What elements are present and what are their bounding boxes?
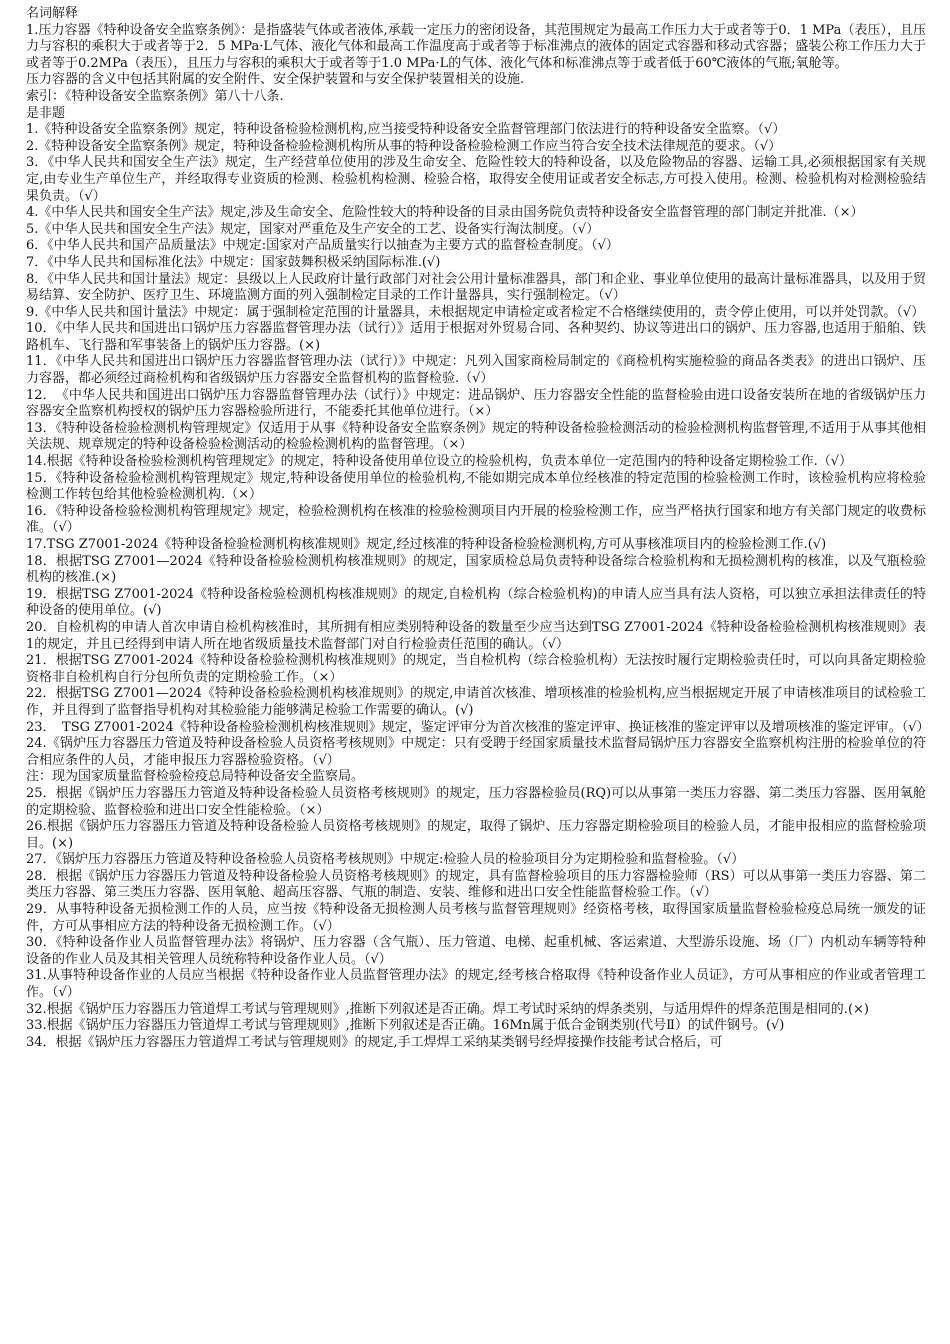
question-item: 3．《中华人民共和国安全生产法》规定，生产经营单位使用的涉及生命安全、危险性较大的特种设备，以及危险物品的容器、运输工具,必须根据国家有关规定,由专业生产单位生产，并经取得专业资质的检测、检验机构检测、检验合格，取得安全使用证或者安全标志,方可投入使用。检测、检验机构对检测检验结果负责。（√） <box>26 155 926 204</box>
question-item: 2.《特种设备安全监察条例》规定，特种设备检验检测机构所从事的特种设备检验检测工作应当符合安全技术法律规范的要求。（√） <box>26 138 782 154</box>
question-list <box>26 122 930 1051</box>
question-item: 10．《中华人民共和国进出口锅炉压力容器监督管理办法（试行）》适用于根据对外贸易合同、各种契约、协议等进出口的锅炉、压力容器,也适用于船舶、铁路机车、飞行器和军事装备上的锅炉压力容器。(×) <box>26 321 926 353</box>
question-item: 14.根据《特种设备检验检测机构管理规定》的规定，特种设备使用单位设立的检验机构，负责本单位一定范围内的特种设备定期检验工作.（√） <box>26 454 853 470</box>
question-item: 20．自检机构的申请人首次申请自检机构核准时，其所拥有相应类别特种设备的数量至少应当达到TSG Z7001-2024《特种设备检验检测机构核准规则》表1的规定，并且已经得到申请人所在地省级质量技术监督部门对自行检验责任范围的确认。（√） <box>26 619 926 652</box>
question-item: 32.根据《锅炉压力容器压力管道焊工考试与管理规则》,推断下列叙述是否正确。焊工考试时采纳的焊条类别，与适用焊件的焊条范围是相同的.(×) <box>26 1001 869 1017</box>
question-item: 28．根据《锅炉压力容器压力管道及特种设备检验人员资格考核规则》的规定，具有监督检验项目的压力容器检验师（RS）可以从事第一类压力容器、第二类压力容器、第三类压力容器、医用氧舱、超高压容器、气瓶的制造、安装、维修和进出口安全性能监督检验工作。（√） <box>26 868 926 901</box>
section-title: 是非题 <box>26 105 66 121</box>
question-item: 9.《中华人民共和国计量法》中规定：属于强制检定范围的计量器具，未根据规定申请检定或者检定不合格继续使用的，责令停止使用，可以并处罚款。（√） <box>26 304 925 320</box>
question-item: 26.根据《锅炉压力容器压力管道及特种设备检验人员资格考核规则》的规定，取得了锅炉、压力容器定期检验项目的检验人员，才能申报相应的监督检验项目。(×) <box>26 819 926 851</box>
question-item: 15．《特种设备检验检测机构管理规定》规定,特种设备使用单位的检验机构,不能如期完成本单位经核准的特定范围的检验检测工作时，该检验机构应将检验检测工作转包给其他检验检测机构.（×） <box>26 470 926 503</box>
question-item: 7．《中华人民共和国标准化法》中规定：国家鼓舞积极采纳国际标准.(√) <box>26 254 441 270</box>
doc-title: 名词解释 <box>26 6 79 21</box>
question-item: 4.《中华人民共和国安全生产法》规定,涉及生命安全、危险性较大的特种设备的目录由国务院负责特种设备安全监督管理的部门制定并批准.（×） <box>26 205 864 221</box>
question-item: 30．《特种设备作业人员监督管理办法》将锅炉、压力容器（含气瓶）、压力管道、电梯、起重机械、客运索道、大型游乐设施、场（厂）内机动车辆等特种设备的作业人员及其相关管理人员统称特种设备作业人员。（√） <box>26 935 926 967</box>
question-item: 8．《中华人民共和国计量法》规定：县级以上人民政府计量行政部门对社会公用计量标准器具，部门和企业、事业单位使用的最高计量标准器具，以及用于贸易结算、安全防护、医疗卫生、环境监测方面的列入强制检定目录的工作计量器具，实行强制检定。（√） <box>26 271 926 304</box>
question-item: 5.《中华人民共和国安全生产法》规定，国家对严重危及生产安全的工艺、设备实行淘汰制度。（√） <box>26 221 600 237</box>
question-item: 24.《锅炉压力容器压力管道及特种设备检验人员资格考核规则》中规定：只有受聘于经国家质量技术监督局锅炉压力容器安全监察机构注册的检验单位的符合相应条件的人员，才能申报压力容器检验资格。（√） <box>26 736 926 768</box>
question-item: 31.从事特种设备作业的人员应当根据《特种设备作业人员监督管理办法》的规定,经考核合格取得《特种设备作业人员证》，方可从事相应的作业或者管理工作。（√） <box>26 968 926 1001</box>
question-item: 29．从事特种设备无损检测工作的人员，应当按《特种设备无损检测人员考核与监督管理规则》经资格考核，取得国家质量监督检验检疫总局统一颁发的证件，方可从事相应方法的特种设备无损检测工作。（√） <box>26 902 926 934</box>
question-item: 11．《中华人民共和国进出口锅炉压力容器监督管理办法（试行）》中规定：凡列入国家商检局制定的《商检机构实施检验的商品各类表》的进出口锅炉、压力容器，都必须经过商检机构和省级锅炉压力容器安全监督机构的监督检验.（√） <box>26 354 926 387</box>
index-paragraph: 索引：《特种设备安全监察条例》第八十八条. <box>26 88 284 104</box>
question-item: 23． TSG Z7001-2024《特种设备检验检测机构核准规则》规定，鉴定评审分为首次核准的鉴定评审、换证核准的鉴定评审以及增项核准的鉴定评审。（√） <box>26 719 930 735</box>
question-item: 6．《中华人民共和国产品质量法》中规定:国家对产品质量实行以抽查为主要方式的监督检查制度。（√） <box>26 238 619 254</box>
note-paragraph: 压力容器的含义中包括其附属的安全附件、安全保护装置和与安全保护装置相关的设施. <box>26 72 525 88</box>
question-item: 25．根据《锅炉压力容器压力管道及特种设备检验人员资格考核规则》的规定，压力容器检验员(RQ)可以从事第一类压力容器、第二类压力容器、医用氧舱的定期检验、监督检验和进出口安全性能检验。（×） <box>26 785 926 818</box>
question-item: 22．根据TSG Z7001—2024《特种设备检验检测机构核准规则》的规定,申请首次核准、增项核准的检验机构,应当根据规定开展了申请核准项目的试检验工作，并且得到了监督指导机构对其检验能力能够满足检验工作需要的确认。(√) <box>26 686 926 718</box>
question-item: 12． 《中华人民共和国进出口锅炉压力容器监督管理办法（试行）》中规定：进品锅炉、压力容器安全性能的监督检验由进口设备安装所在地的省级锅炉压力容器安全监察机构授权的锅炉压力容器检验所进行，不能委托其他单位进行。（×） <box>26 387 926 420</box>
question-item: 注：现为国家质量监督检验检疫总局特种设备安全监察局。 <box>26 769 365 785</box>
question-item: 34．根据《锅炉压力容器压力管道焊工考试与管理规则》的规定,手工焊焊工采纳某类钢号经焊接操作技能考试合格后，可 <box>26 1034 723 1050</box>
question-item: 27．《锅炉压力容器压力管道及特种设备检验人员资格考核规则》中规定:检验人员的检验项目分为定期检验和监督检验。（√） <box>26 852 745 868</box>
question-item: 17.TSG Z7001-2024《特种设备检验检测机构核准规则》规定,经过核准的特种设备检验检测机构,方可从事核准项目内的检验检测工作.(√) <box>26 537 827 552</box>
question-item: 1.《特种设备安全监察条例》规定，特种设备检验检测机构,应当接受特种设备安全监督管理部门依法进行的特种设备安全监察。（√） <box>26 122 786 138</box>
question-item: 33.根据《锅炉压力容器压力管道焊工考试与管理规则》,推断下列叙述是否正确。16Mn属于低合金钢类别(代号Ⅱ）的试件钢号。(√) <box>26 1018 785 1034</box>
question-item: 19．根据TSG Z7001-2024《特种设备检验检测机构核准规则》的规定,自检机构（综合检验机构)的申请人应当具有法人资格，可以独立承担法律责任的特种设备的使用单位。(√) <box>26 586 926 619</box>
question-item: 21．根据TSG Z7001-2024《特种设备检验检测机构核准规则》的规定，当自检机构（综合检验机构）无法按时履行定期检验责任时，可以向具备定期检验资格非自检机构自行分包所负责的定期检验工作。（×） <box>26 653 926 685</box>
question-item: 13．《特种设备检验检测机构管理规定》仅适用于从事《特种设备安全监察条例》规定的特种设备检验检测活动的检验检测机构监督管理,不适用于从事其他相关法规、规章规定的特种设备检验检测活动的检验检测机构的监督管理。（×） <box>26 420 926 453</box>
question-item: 18．根据TSG Z7001—2024《特种设备检验检测机构核准规则》的规定，国家质检总局负责特种设备综合检验机构和无损检测机构的核准，以及气瓶检验机构的核准.(×) <box>26 553 926 586</box>
question-item: 16．《特种设备检验检测机构管理规定》规定，检验检测机构在核准的检验检测项目内开展的检验检测工作，应当严格执行国家和地方有关部门规定的收费标准。（√） <box>26 503 926 536</box>
definition-paragraph: 1.压力容器《特种设备安全监察条例》：是指盛装气体或者液体,承载一定压力的密闭设备，其范围规定为最高工作压力大于或者等于0．1 MPa（表压），且压力与容积的乘积大于或者等于2．5 MPa·L气体、液化气体和最高工作温度高于或者等于标准沸点的液体的固定式容器和移动式容器；盛装公称工作压力大于或者等于0.2MPa（表压），且压力与容积的乘积大于或者等于1.0 MPa·L的气体、液化气体和标准沸点等于或者低于60℃液体的气瓶;氧舱等。 <box>26 22 926 71</box>
